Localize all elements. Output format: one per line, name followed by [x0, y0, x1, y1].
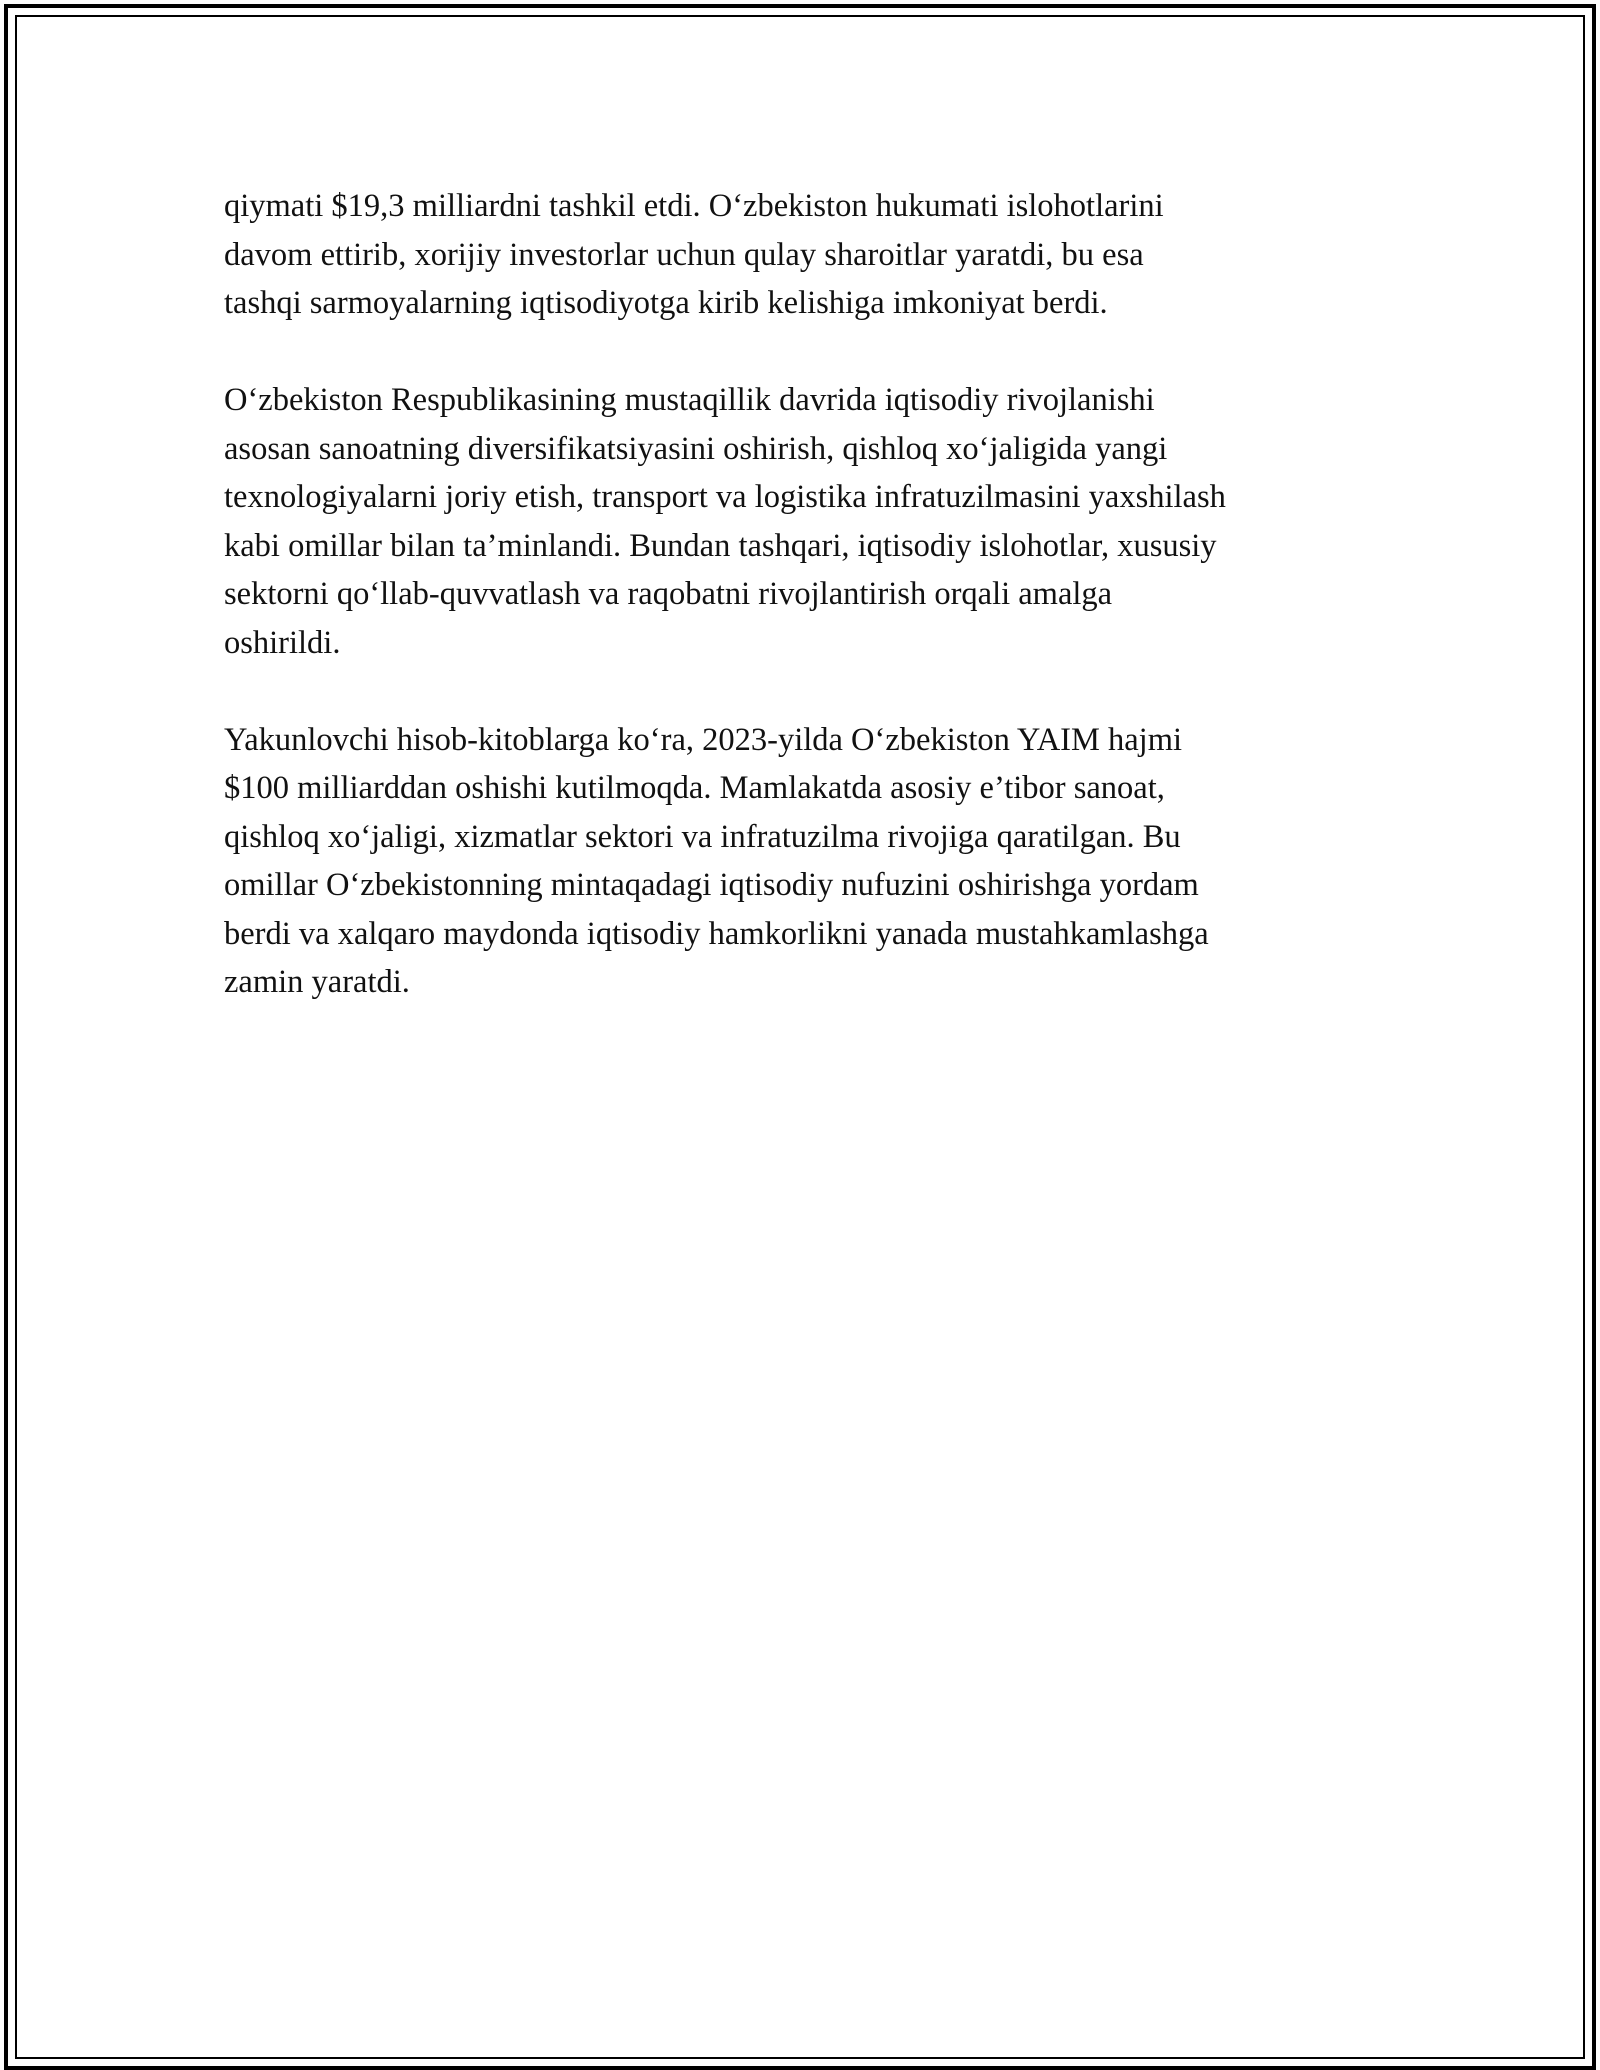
paragraph-2: O‘zbekiston Respublikasining mustaqillik davrida iqtisodiy rivojlanishi asosan sanoatning diversifikatsiyasini oshirish, qishloq xo‘jaligida yangi texnologiyalarni joriy etish, transport va logistika infratuzilmasini yaxshilash kabi omillar bilan ta’minlandi. Bundan tashqari, iqtisodiy islohotlar, xususiy sektorni qo‘llab-quvvatlash va raqobatni rivojlantirish orqali amalga oshirildi.: [224, 382, 1226, 661]
paragraph-1: qiymati $19,3 milliardni tashkil etdi. O‘zbekiston hukumati islohotlarini davom ettirib, xorijiy investorlar uchun qulay sharoitlar yaratdi, bu esa tashqi sarmoyalarning iqtisodiyotga kirib kelishiga imkoniyat berdi.: [224, 188, 1164, 321]
document-body: [224, 182, 1374, 1055]
paragraph-3: Yakunlovchi hisob-kitoblarga ko‘ra, 2023-yilda O‘zbekiston YAIM hajmi $100 milliarddan oshishi kutilmoqda. Mamlakatda asosiy e’tibor sanoat, qishloq xo‘jaligi, xizmatlar sektori va infratuzilma rivojiga qaratilgan. Bu omillar O‘zbekistonning mintaqadagi iqtisodiy nufuzini oshirishga yordam berdi va xalqaro maydonda iqtisodiy hamkorlikni yanada mustahkamlashga zamin yaratdi.: [224, 721, 1209, 1000]
